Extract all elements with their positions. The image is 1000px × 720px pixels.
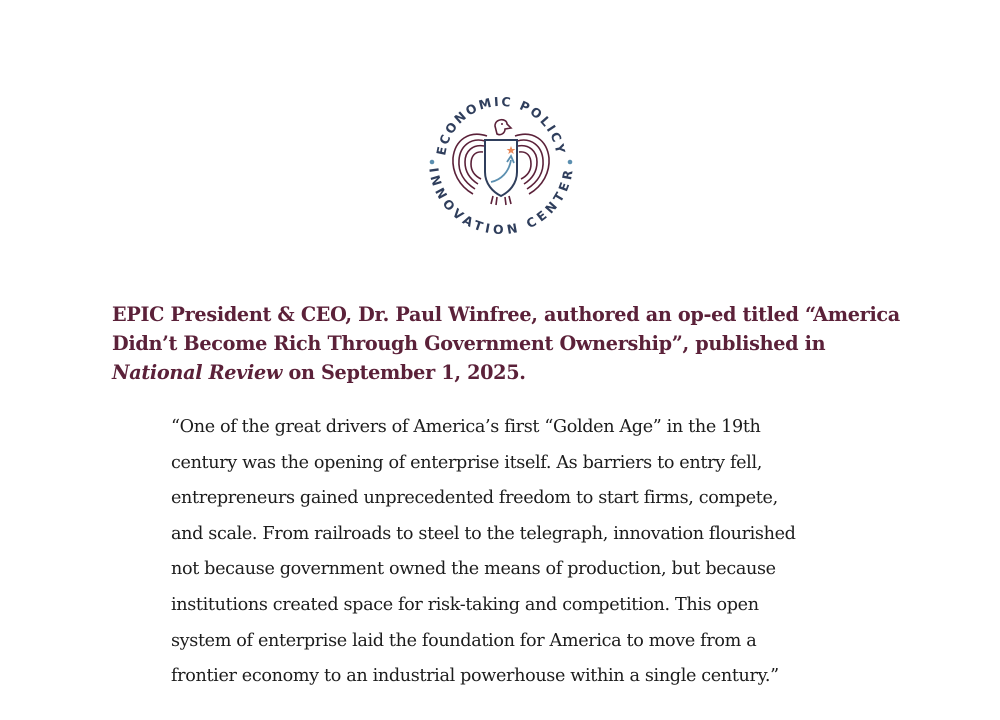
- logo-top-text: ECONOMIC POLICY: [433, 93, 569, 157]
- quote-line: institutions created space for risk-taking and competition. This open: [171, 594, 759, 615]
- quote-line: entrepreneurs gained unprecedented freedom to start firms, compete,: [171, 488, 778, 509]
- op-ed-quote: [171, 410, 831, 695]
- intro-paragraph: [112, 300, 912, 387]
- logo-bottom-text: INNOVATION CENTER: [426, 166, 576, 237]
- quote-line: frontier economy to an industrial powerhouse within a single century.”: [171, 666, 779, 687]
- quote-line: and scale. From railroads to steel to the telegraph, innovation flourished: [171, 523, 796, 544]
- quote-line: “One of the great drivers of America’s first “Golden Age” in the 19th: [171, 417, 761, 437]
- eagle-shield-icon: [425, 86, 577, 242]
- epic-logo: [425, 86, 577, 242]
- publication-name: National Review: [112, 361, 283, 384]
- quote-line: system of enterprise laid the foundation for America to move from a: [171, 630, 757, 651]
- intro-lead: EPIC President & CEO, Dr. Paul Winfree, authored an op-ed titled “America Didn’t Become Rich Through Government Ownership”, published in: [112, 303, 900, 355]
- quote-line: century was the opening of enterprise itself. As barriers to entry fell,: [171, 452, 762, 473]
- intro-tail: on September 1, 2025.: [282, 361, 526, 384]
- quote-line: not because government owned the means of production, but because: [171, 559, 776, 580]
